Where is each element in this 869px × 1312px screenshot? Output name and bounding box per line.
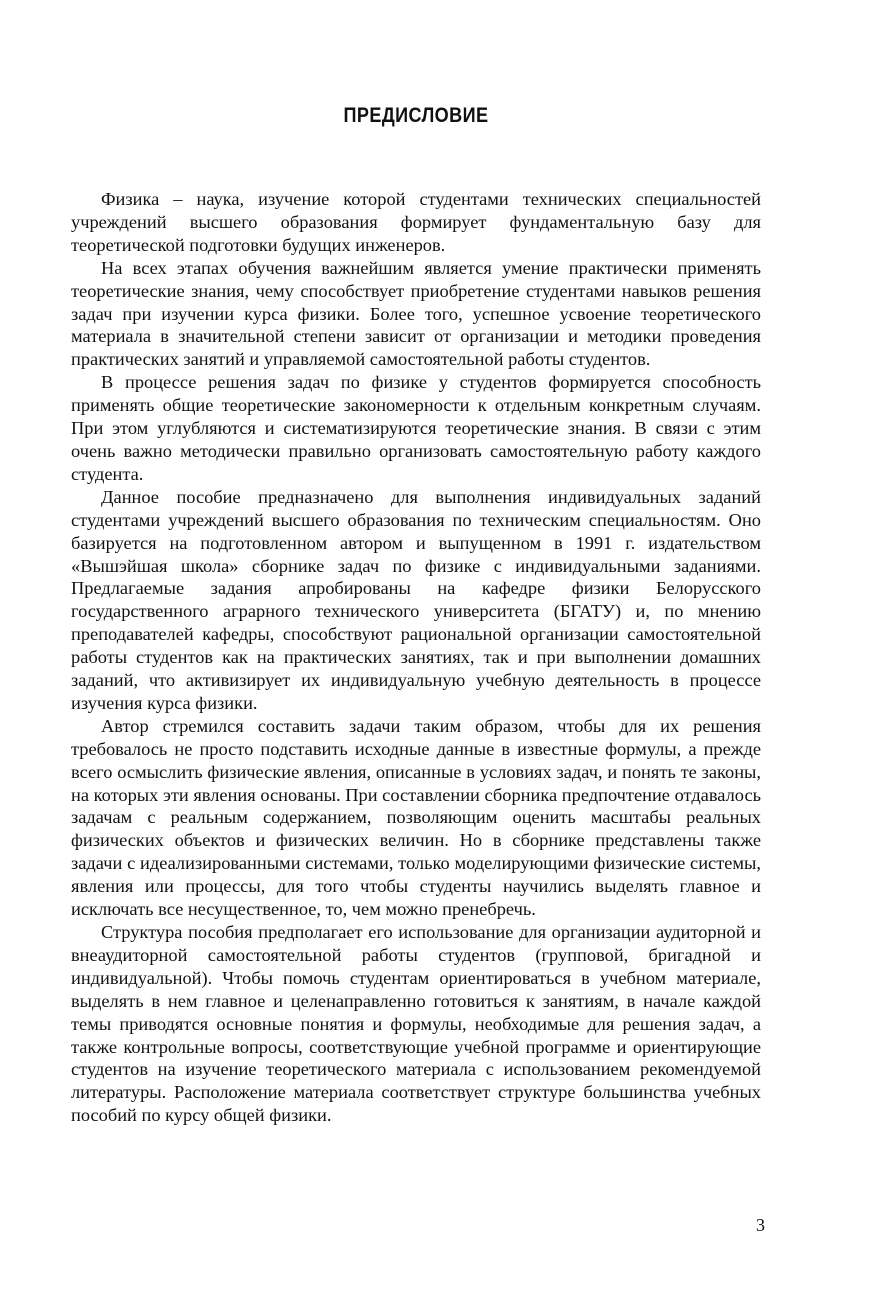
- paragraph: На всех этапах обучения важнейшим является умение практически применять теоретические знания, чему способствует приобретение студентами навыков решения задач при изучении курса физики. Более того, успешное усвоение теоретического материала в значительной степени зависит от организации и методики проведения практических занятий и управляемой самостоятельной работы студентов.: [71, 257, 761, 370]
- page-number: 3: [756, 1215, 765, 1235]
- paragraph: Структура пособия предполагает его использование для организации аудиторной и внеаудиторной самостоятельной работы студентов (групповой, бригадной и индивидуальной). Чтобы помочь студентам ориентироваться в учебном материале, выделять в нем главное и целенаправленно готовиться к занятиям, в начале каждой темы приводятся основные понятия и формулы, необходимые для решения задач, а также контрольные вопросы, соответствующие учебной программе и ориентирующие студентов на изучение теоретического материала с использованием рекомендуемой литературы. Расположение материала соответствует структуре большинства учебных пособий по курсу общей физики.: [71, 922, 761, 1126]
- paragraph: Автор стремился составить задачи таким образом, чтобы для их решения требовалось не просто подставить исходные данные в известные формулы, а прежде всего осмыслить физические явления, описанные в условиях задач, и понять те законы, на которых эти явления основаны. При составлении сборника предпочтение отдавалось задачам с реальным содержанием, позволяющим оценить масштабы реальных физических объектов и физических величин. Но в сборнике представлены также задачи с идеализированными системами, только моделирующими физические системы, явления или процессы, для того чтобы студенты научились выделять главное и исключать все несущественное, то, чем можно пренебречь.: [71, 715, 761, 920]
- preface-text: [71, 188, 761, 1127]
- paragraph: Физика – наука, изучение которой студентами технических специальностей учреждений высшего образования формирует фундаментальную базу для теоретической подготовки будущих инженеров.: [71, 189, 761, 255]
- paragraph: Данное пособие предназначено для выполнения индивидуальных заданий студентами учреждений высшего образования по техническим специальностям. Оно базируется на подготовленном автором и выпущенном в 1991 г. издательством «Вышэйшая школа» сборнике задач по физике с индивидуальными заданиями. Предлагаемые задания апробированы на кафедре физики Белорусского государственного аграрного технического университета (БГАТУ) и, по мнению преподавателей кафедры, способствуют рациональной организации самостоятельной работы студентов как на практических занятиях, так и при выполнении домашних заданий, что активизирует их индивидуальную учебную деятельность в процессе изучения курса физики.: [71, 486, 761, 713]
- page-title: ПРЕДИСЛОВИЕ: [343, 104, 489, 127]
- paragraph: В процессе решения задач по физике у студентов формируется способность применять общие теоретические закономерности к отдельным конкретным случаям. При этом углубляются и систематизируются теоретические знания. В связи с этим очень важно методически правильно организовать самостоятельную работу каждого студента.: [71, 372, 761, 484]
